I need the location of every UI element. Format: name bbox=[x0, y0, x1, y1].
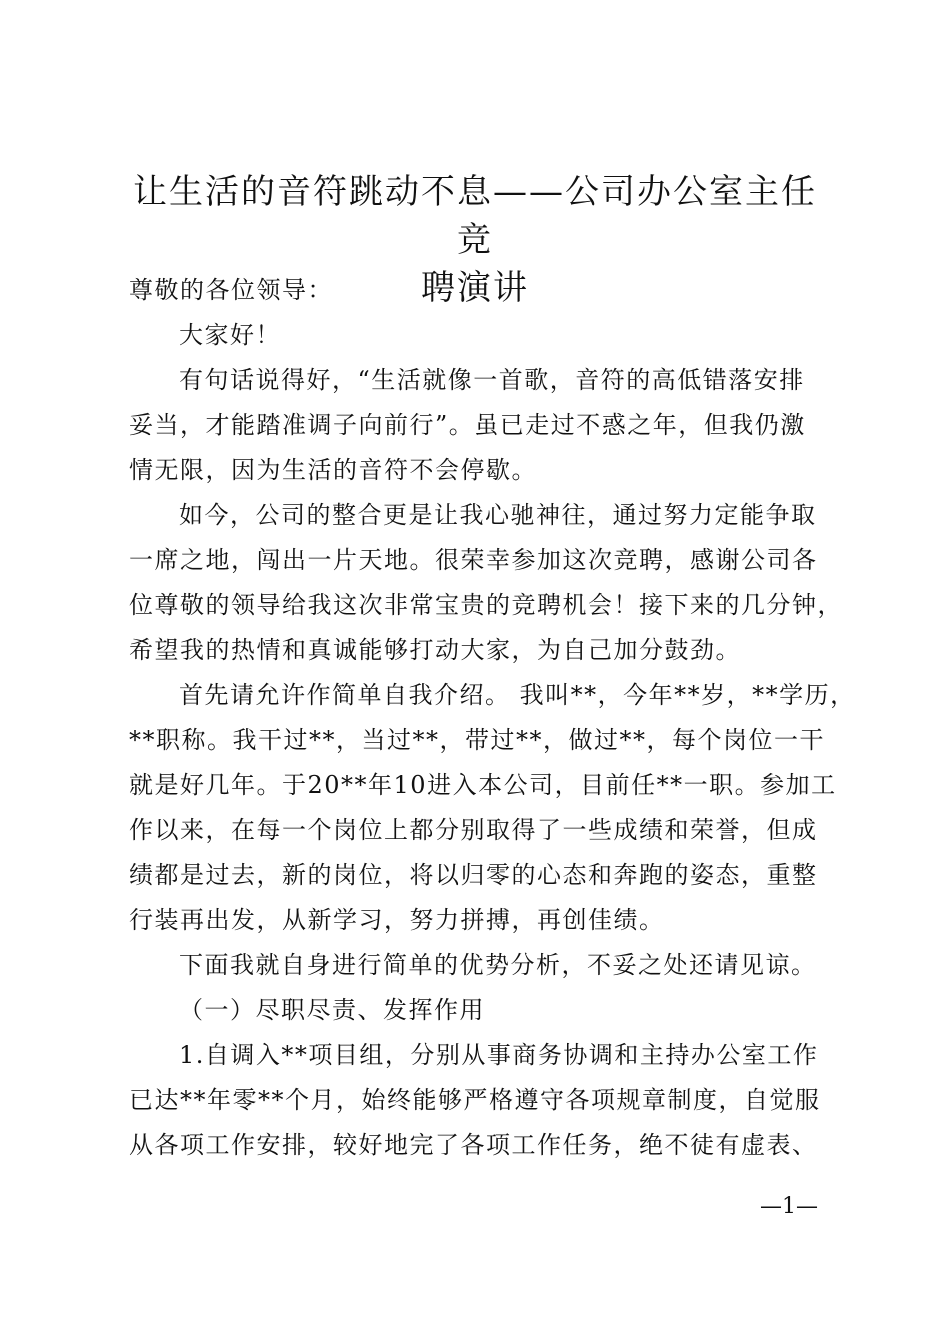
paragraph-line: **职称。我干过**，当过**，带过**，做过**，每个岗位一干 bbox=[129, 726, 825, 754]
paragraph-line: 已达**年零**个月，始终能够严格遵守各项规章制度，自觉服 bbox=[129, 1086, 821, 1114]
salutation: 尊敬的各位领导： bbox=[129, 276, 333, 304]
title-line-1: 让生活的音符跳动不息——公司办公室主任竞 bbox=[133, 172, 817, 260]
paragraph-line: 妥当，才能踏准调子向前行”。虽已走过不惑之年，但我仍激 bbox=[129, 411, 806, 439]
paragraph-line: 下面我就自身进行简单的优势分析，不妥之处还请见谅。 bbox=[179, 951, 817, 979]
title-line-2: 聘演讲 bbox=[421, 268, 529, 308]
paragraph-line: 1.自调入**项目组，分别从事商务协调和主持办公室工作 bbox=[179, 1041, 819, 1069]
paragraph-line: 作以来，在每一个岗位上都分别取得了一些成绩和荣誉，但成 bbox=[129, 816, 818, 844]
section-heading: （一）尽职尽责、发挥作用 bbox=[179, 996, 485, 1024]
page-number: —1— bbox=[760, 1194, 818, 1219]
paragraph-line: 如今，公司的整合更是让我心驰神往，通过努力定能争取 bbox=[179, 501, 817, 529]
paragraph-line: 行装再出发，从新学习，努力拼搏，再创佳绩。 bbox=[129, 906, 665, 934]
paragraph-line: 一席之地，闯出一片天地。很荣幸参加这次竞聘，感谢公司各 bbox=[129, 546, 818, 574]
paragraph-line: 就是好几年。于20**年10进入本公司，目前任**一职。参加工 bbox=[129, 771, 837, 799]
paragraph-line: 情无限，因为生活的音符不会停歇。 bbox=[129, 456, 537, 484]
paragraph-line: 位尊敬的领导给我这次非常宝贵的竞聘机会！接下来的几分钟， bbox=[129, 591, 843, 619]
paragraph-line: 从各项工作安排，较好地完了各项工作任务，绝不徒有虚表、 bbox=[129, 1131, 818, 1159]
paragraph-line: 希望我的热情和真诚能够打动大家，为自己加分鼓劲。 bbox=[129, 636, 741, 664]
paragraph-line: 有句话说得好，“生活就像一首歌，音符的高低错落安排 bbox=[179, 366, 805, 394]
document-body bbox=[129, 268, 856, 1168]
paragraph-line: 绩都是过去，新的岗位，将以归零的心态和奔跑的姿态，重整 bbox=[129, 861, 818, 889]
greeting: 大家好！ bbox=[179, 321, 281, 349]
paragraph-line: 首先请允许作简单自我介绍。 我叫**，今年**岁，**学历， bbox=[179, 681, 856, 709]
